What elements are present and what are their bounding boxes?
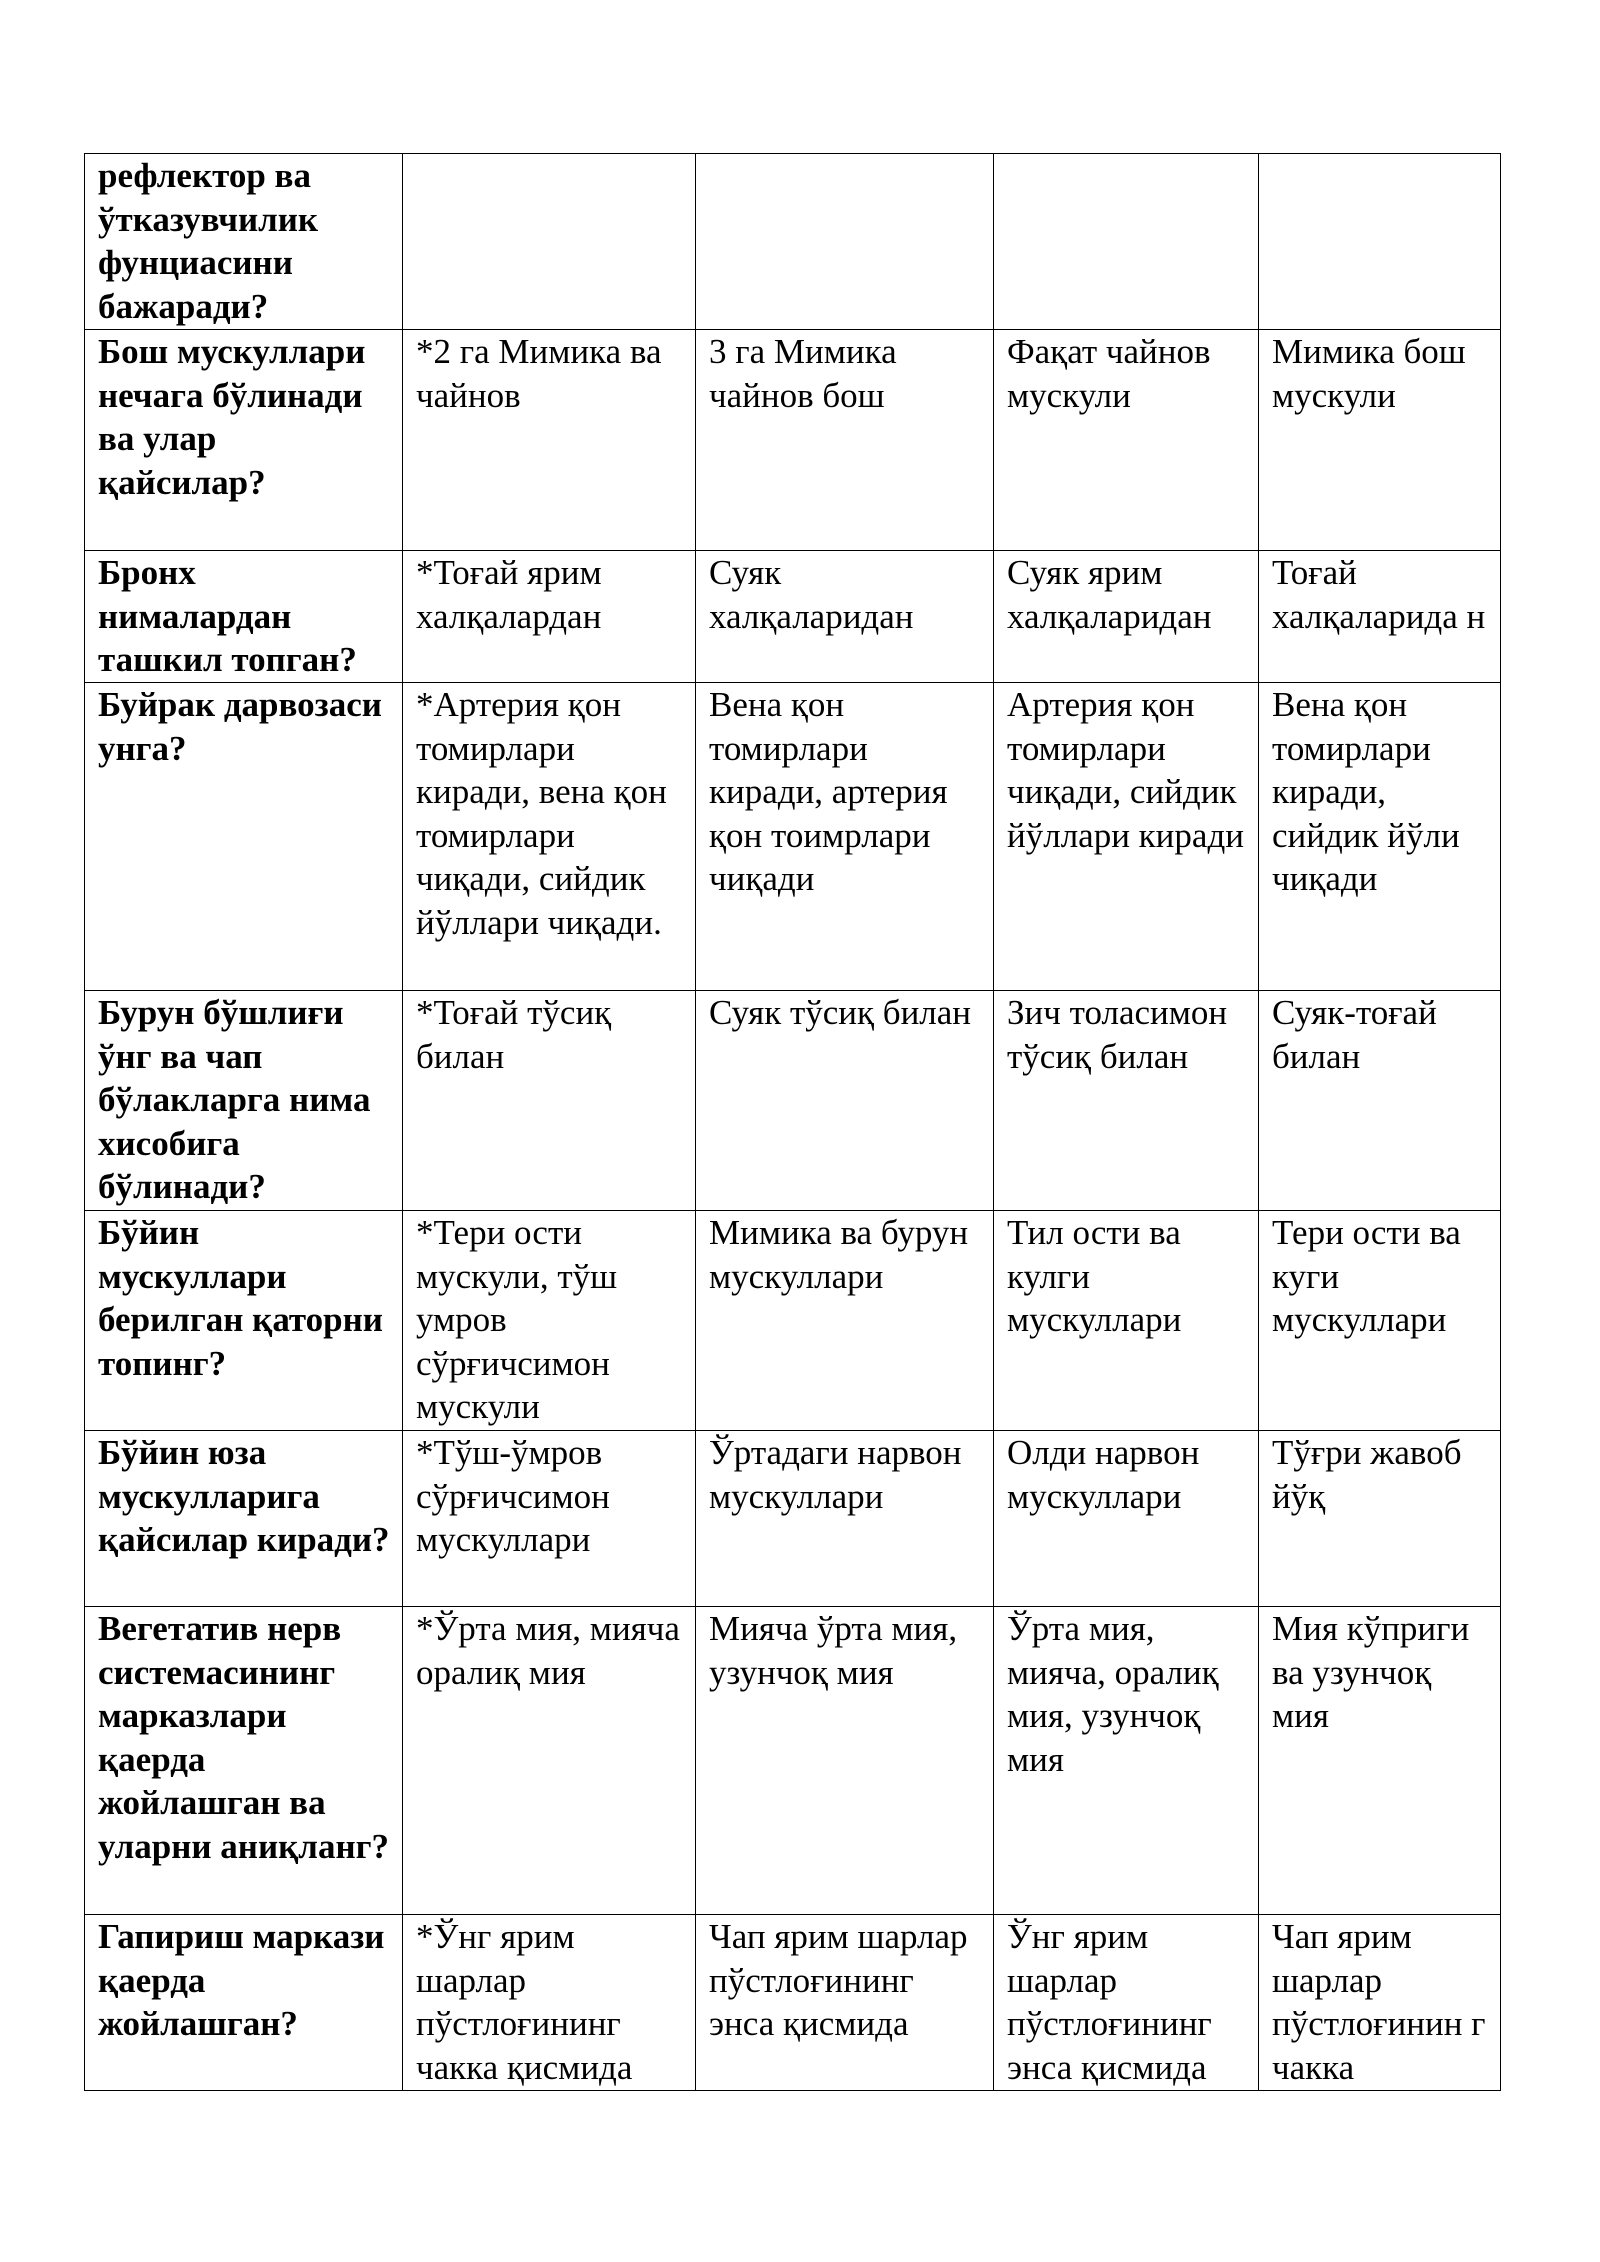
option-cell: Ўрта мия, мияча, оралиқ мия, узунчоқ мия	[994, 1607, 1259, 1915]
option-cell: Тил ости ва кулги мускуллари	[994, 1211, 1259, 1431]
table-row	[85, 683, 1501, 991]
option-cell: Мияча ўрта мия, узунчоқ мия	[696, 1607, 994, 1915]
question-cell: Бронх нималардан ташкил топган?	[85, 551, 403, 683]
question-cell: Бўйин мускуллари берилган қаторни топинг?	[85, 1211, 403, 1431]
option-cell-correct: *Ўрта мия, мияча оралиқ мия	[403, 1607, 696, 1915]
table-row	[85, 551, 1501, 683]
option-cell-correct	[403, 154, 696, 330]
question-cell: Бурун бўшлиғи ўнг ва чап бўлакларга нима хисобига бўлинади?	[85, 991, 403, 1211]
option-cell-correct: *Ўнг ярим шарлар пўстлоғининг чакка қисмида	[403, 1915, 696, 2091]
option-cell: Ўнг ярим шарлар пўстлоғининг энса қисмида	[994, 1915, 1259, 2091]
option-cell: Тўғри жавоб йўқ	[1259, 1431, 1501, 1607]
option-cell: Мимика бош мускули	[1259, 330, 1501, 551]
option-cell-correct: *Тоғай тўсиқ билан	[403, 991, 696, 1211]
table-row	[85, 1915, 1501, 2091]
option-cell: Ўртадаги нарвон мускуллари	[696, 1431, 994, 1607]
option-cell-correct: *Тоғай ярим халқалардан	[403, 551, 696, 683]
question-cell: Бош мускуллари нечага бўлинади ва улар қайсилар?	[85, 330, 403, 551]
option-cell: Фақат чайнов мускули	[994, 330, 1259, 551]
option-cell: Мия кўприги ва узунчоқ мия	[1259, 1607, 1501, 1915]
option-cell-correct: *Тери ости мускули, тўш умров сўрғичсимон мускули	[403, 1211, 696, 1431]
table-row	[85, 1431, 1501, 1607]
table-row	[85, 154, 1501, 330]
option-cell: Тоғай халқаларида н	[1259, 551, 1501, 683]
option-cell	[1259, 154, 1501, 330]
option-cell: 3 га Мимика чайнов бош	[696, 330, 994, 551]
option-cell	[696, 154, 994, 330]
question-cell: Бўйин юза мускулларига қайсилар киради?	[85, 1431, 403, 1607]
option-cell: Мимика ва бурун мускуллари	[696, 1211, 994, 1431]
option-cell-correct: *Тўш-ўмров сўрғичсимон мускуллари	[403, 1431, 696, 1607]
option-cell: Тери ости ва куги мускуллари	[1259, 1211, 1501, 1431]
option-cell: Вена қон томирлари киради, сийдик йўли чиқади	[1259, 683, 1501, 991]
option-cell: Чап ярим шарлар пўстлоғининг энса қисмида	[696, 1915, 994, 2091]
table-row	[85, 1607, 1501, 1915]
table-row	[85, 991, 1501, 1211]
option-cell: Зич толасимон тўсиқ билан	[994, 991, 1259, 1211]
question-cell: Буйрак дарвозаси унга?	[85, 683, 403, 991]
option-cell-correct: *Артерия қон томирлари киради, вена қон томирлари чиқади, сийдик йўллари чиқади.	[403, 683, 696, 991]
option-cell: Суяк халқаларидан	[696, 551, 994, 683]
table-row	[85, 330, 1501, 551]
question-cell: Вегетатив нерв системасининг марказлари қаерда жойлашган ва уларни аниқланг?	[85, 1607, 403, 1915]
question-cell: Гапириш маркази қаерда жойлашган?	[85, 1915, 403, 2091]
quiz-table	[84, 153, 1501, 2091]
option-cell: Олди нарвон мускуллари	[994, 1431, 1259, 1607]
option-cell-correct: *2 га Мимика ва чайнов	[403, 330, 696, 551]
option-cell: Вена қон томирлари киради, артерия қон тоимрлари чиқади	[696, 683, 994, 991]
option-cell: Артерия қон томирлари чиқади, сийдик йўллари киради	[994, 683, 1259, 991]
option-cell: Чап ярим шарлар пўстлоғинин г чакка	[1259, 1915, 1501, 2091]
option-cell: Суяк ярим халқаларидан	[994, 551, 1259, 683]
option-cell: Суяк тўсиқ билан	[696, 991, 994, 1211]
option-cell: Суяк-тоғай билан	[1259, 991, 1501, 1211]
option-cell	[994, 154, 1259, 330]
table-row	[85, 1211, 1501, 1431]
question-cell: рефлектор ва ўтказувчилик фунциасини бажаради?	[85, 154, 403, 330]
